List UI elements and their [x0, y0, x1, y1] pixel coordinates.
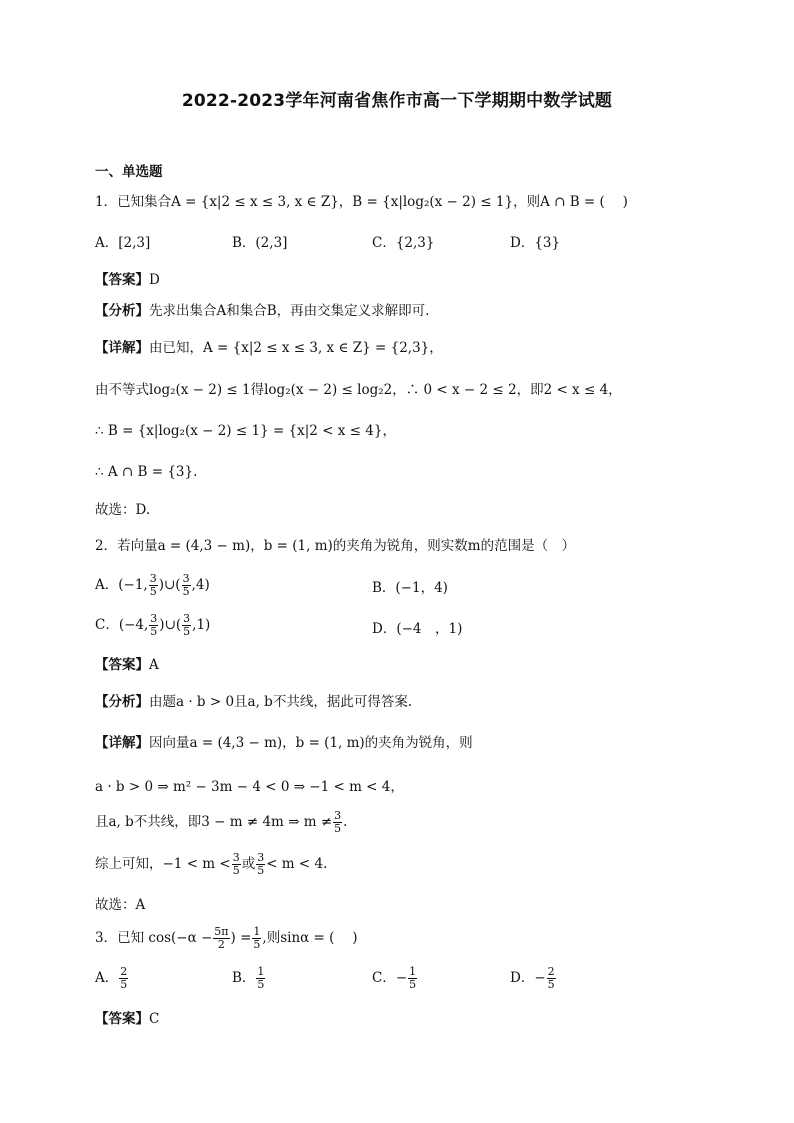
fraction-numerator: 3 [150, 612, 158, 625]
fraction-denominator: 5 [253, 938, 261, 951]
fraction [182, 613, 191, 638]
q2-option-a: A．(−1, $\frac{3}{5}$ )∪( $\frac{3}{5}$ ,4) [95, 572, 210, 598]
q1-option-c: C．{2,3} [372, 235, 435, 251]
q3-option-c: C．− $\frac{1}{5}$ [372, 965, 417, 991]
q2-conclusion: 故选：A [95, 897, 146, 913]
fraction [149, 613, 158, 638]
q3-option-d: D．− $\frac{2}{5}$ [510, 965, 555, 991]
fraction [213, 926, 229, 951]
answer-tag: 【答案】 [95, 657, 149, 673]
fraction-numerator: 1 [409, 965, 417, 978]
q1-stem: 1．已知集合A = {x|2 ≤ x ≤ 3, x ∈ Z}，B = {x|log₂(x − 2) ≤ 1}，则A ∩ B = ( ) [95, 194, 628, 210]
q2-detail [95, 734, 473, 752]
section-heading: 一、单选题 [95, 164, 163, 180]
fraction-numerator: 2 [120, 965, 128, 978]
fraction-numerator: 2 [547, 965, 555, 978]
answer-value: A [149, 657, 159, 673]
fraction [232, 852, 241, 877]
fraction [547, 966, 556, 991]
fraction [119, 966, 128, 991]
q2-option-c: C．(−4, $\frac{3}{5}$ )∪( $\frac{3}{5}$ ,1) [95, 612, 211, 638]
fraction [252, 926, 261, 951]
fraction-denominator: 5 [334, 822, 342, 835]
q2-detail-line-3: 且a, b不共线，即3 − m ≠ 4m ⇒ m ≠ $\frac{3}{5}$ . [95, 809, 348, 835]
fraction-numerator: 5π [214, 925, 229, 938]
fraction-numerator: 1 [253, 925, 261, 938]
q2-answer [95, 656, 159, 674]
fraction [256, 966, 265, 991]
q1-detail [95, 339, 443, 357]
answer-tag: 【答案】 [95, 272, 149, 288]
fraction-denominator: 5 [257, 864, 265, 877]
q1-analysis [95, 302, 429, 320]
analysis-tag: 【分析】 [95, 303, 149, 319]
analysis-text: 先求出集合A和集合B，再由交集定义求解即可. [149, 303, 430, 319]
q3-answer [95, 1010, 159, 1028]
q3-option-a: A． $\frac{2}{5}$ [95, 965, 128, 991]
answer-value: C [149, 1011, 160, 1027]
q1-detail-line-3: ∴ B = {x|log₂(x − 2) ≤ 1} = {x|2 < x ≤ 4}， [95, 423, 396, 439]
fraction-denominator: 5 [257, 978, 265, 991]
fraction-numerator: 3 [183, 612, 191, 625]
fraction-numerator: 3 [232, 851, 240, 864]
document-title: 2022-2023学年河南省焦作市高一下学期期中数学试题 [181, 91, 613, 111]
fraction-numerator: 3 [149, 572, 157, 585]
fraction-denominator: 5 [182, 585, 190, 598]
fraction-denominator: 5 [149, 585, 157, 598]
detail-line: 由已知，A = {x|2 ≤ x ≤ 3, x ∈ Z} = {2,3}， [149, 340, 443, 356]
q1-option-b: B．(2,3] [232, 235, 288, 251]
fraction-denominator: 2 [217, 938, 225, 951]
analysis-tag: 【分析】 [95, 694, 149, 710]
fraction-denominator: 5 [547, 978, 555, 991]
answer-tag: 【答案】 [95, 1011, 149, 1027]
q3-option-b: B． $\frac{1}{5}$ [232, 965, 265, 991]
fraction-numerator: 3 [257, 851, 265, 864]
q2-stem: 2．若向量a = (4,3 − m)，b = (1, m)的夹角为锐角，则实数m的范围是（ ） [95, 538, 576, 554]
detail-tag: 【详解】 [95, 735, 149, 751]
q1-detail-line-2: 由不等式log₂(x − 2) ≤ 1得log₂(x − 2) ≤ log₂2，∴ 0 < x − 2 ≤ 2，即2 < x ≤ 4， [95, 382, 622, 398]
q1-option-d: D．{3} [510, 235, 561, 251]
fraction [408, 966, 417, 991]
fraction-denominator: 5 [409, 978, 417, 991]
q2-analysis [95, 693, 412, 711]
detail-line: 因向量a = (4,3 − m)，b = (1, m)的夹角为锐角，则 [149, 735, 473, 751]
q2-option-b: B．(−1，4) [372, 580, 448, 596]
q1-detail-line-4: ∴ A ∩ B = {3}. [95, 464, 198, 480]
fraction-denominator: 5 [183, 625, 191, 638]
q3-stem: 3．已知 cos(−α − $\frac{5\pi}{2}$ ) = $\frac{1}{5}$ ,则sinα = ( ) [95, 925, 358, 951]
fraction-denominator: 5 [150, 625, 158, 638]
fraction [149, 573, 158, 598]
fraction [182, 573, 191, 598]
answer-value: D [149, 272, 160, 288]
q2-option-d: D．(−4 ，1) [372, 621, 463, 637]
q2-detail-line-2: a · b > 0 ⇒ m² − 3m − 4 < 0 ⇒ −1 < m < 4， [95, 779, 404, 795]
fraction [256, 852, 265, 877]
q1-conclusion: 故选：D. [95, 502, 151, 518]
fraction [333, 810, 342, 835]
fraction-numerator: 1 [257, 965, 265, 978]
fraction-denominator: 5 [232, 864, 240, 877]
fraction-numerator: 3 [334, 809, 342, 822]
fraction-denominator: 5 [120, 978, 128, 991]
analysis-text: 由题a · b > 0且a, b不共线，据此可得答案. [149, 694, 413, 710]
q1-answer [95, 271, 160, 289]
fraction-numerator: 3 [182, 572, 190, 585]
q2-detail-line-4: 综上可知，−1 < m < $\frac{3}{5}$ 或 $\frac{3}{5}$ < m < 4. [95, 851, 328, 877]
q1-option-a: A．[2,3] [95, 235, 151, 251]
detail-tag: 【详解】 [95, 340, 149, 356]
